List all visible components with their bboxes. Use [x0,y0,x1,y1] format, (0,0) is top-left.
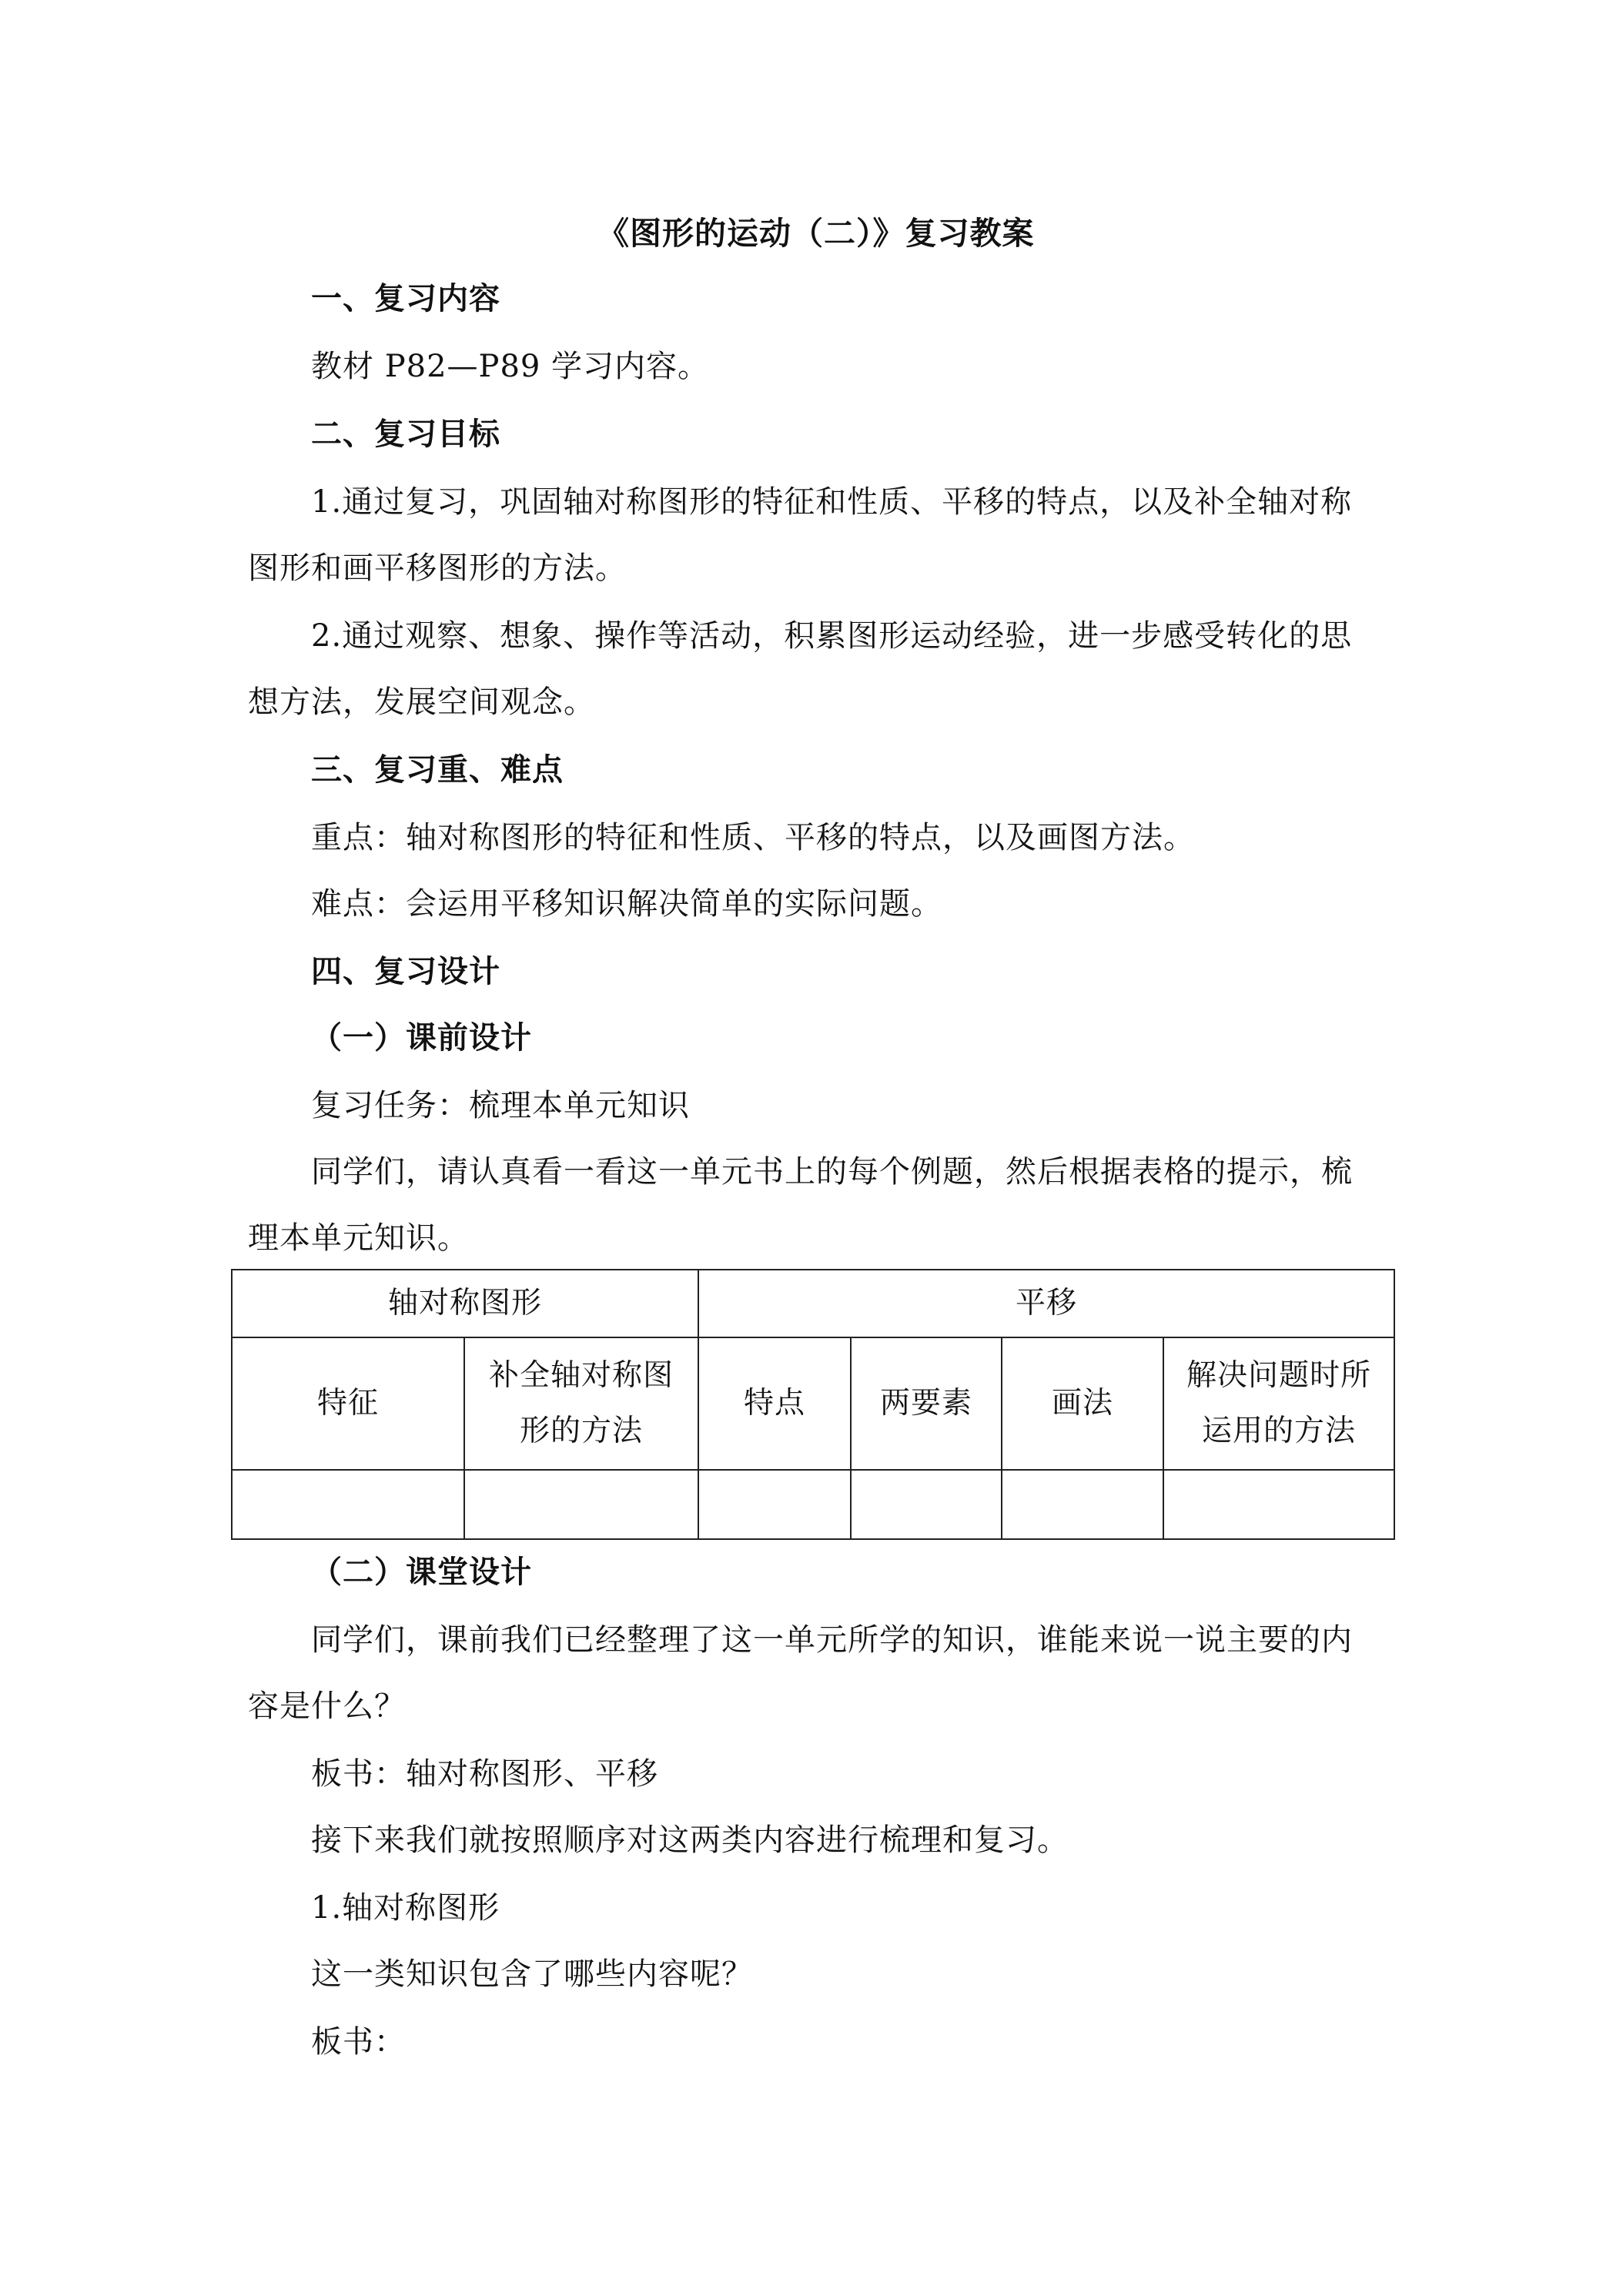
in-class-text-line-1: 同学们，课前我们已经整理了这一单元所学的知识，谁能来说一说主要的内 [311,1622,1353,1658]
table-header-complete-method-line-2: 形的方法 [520,1414,644,1448]
pre-class-task: 复习任务：梳理本单元知识 [311,1088,690,1123]
subsection-heading-pre-class: （一）课前设计 [311,1019,532,1056]
table-group-header-translation: 平移 [698,1270,1394,1337]
pre-class-text-line-2: 理本单元知识。 [248,1220,469,1256]
goal-2-line-2: 想方法，发展空间观念。 [248,684,595,720]
table-header-solve-method-line-2: 运用的方法 [1202,1414,1357,1448]
table-header-trait: 特点 [698,1337,851,1470]
goal-2-line-1: 2.通过观察、想象、操作等活动，积累图形运动经验，进一步感受转化的思 [311,618,1353,654]
difficult-point-text: 难点：会运用平移知识解决简单的实际问题。 [311,886,942,922]
key-point-text: 重点：轴对称图形的特征和性质、平移的特点，以及画图方法。 [311,820,1195,855]
table-group-header-symmetric: 轴对称图形 [232,1270,698,1337]
section-heading-design: 四、复习设计 [311,953,500,989]
table-header-drawing: 画法 [1002,1337,1163,1470]
table-cell-empty [464,1470,698,1539]
board-note-1: 板书：轴对称图形、平移 [311,1756,658,1792]
pre-class-text-line-1: 同学们，请认真看一看这一单元书上的每个例题，然后根据表格的提示，梳 [311,1154,1353,1190]
table-header-two-elements: 两要素 [851,1337,1002,1470]
section-heading-key-points: 三、复习重、难点 [311,751,564,788]
knowledge-summary-table [231,1269,1395,1540]
table-cell-empty [1163,1470,1394,1539]
subsection-heading-in-class: （二）课堂设计 [311,1554,532,1590]
table-cell-empty [698,1470,851,1539]
section-text-content: 教材 P82—P89 学习内容。 [311,349,710,384]
table-header-complete-method-line-1: 补全轴对称图 [489,1358,674,1393]
table-header-feature: 特征 [232,1337,464,1470]
table-row [232,1470,1394,1539]
table-cell-empty [232,1470,464,1539]
in-class-item-1: 1.轴对称图形 [311,1890,500,1926]
table-header-solve-method-line-1: 解决问题时所 [1186,1358,1372,1393]
document-title: 《图形的运动（二）》复习教案 [597,215,1035,252]
section-heading-goals: 二、复习目标 [311,416,500,452]
in-class-text-order: 接下来我们就按照顺序对这两类内容进行梳理和复习。 [311,1822,1069,1858]
table-cell-empty [851,1470,1002,1539]
in-class-text-line-2: 容是什么？ [248,1689,406,1724]
board-note-2: 板书： [311,2024,406,2060]
in-class-question-1: 这一类知识包含了哪些内容呢？ [311,1956,753,1992]
table-header-solve-method [1163,1337,1394,1470]
goal-1-line-2: 图形和画平移图形的方法。 [248,551,627,586]
table-header-complete-method [464,1337,698,1470]
table-cell-empty [1002,1470,1163,1539]
goal-1-line-1: 1.通过复习，巩固轴对称图形的特征和性质、平移的特点，以及补全轴对称 [311,484,1353,520]
section-heading-content: 一、复习内容 [311,280,500,316]
